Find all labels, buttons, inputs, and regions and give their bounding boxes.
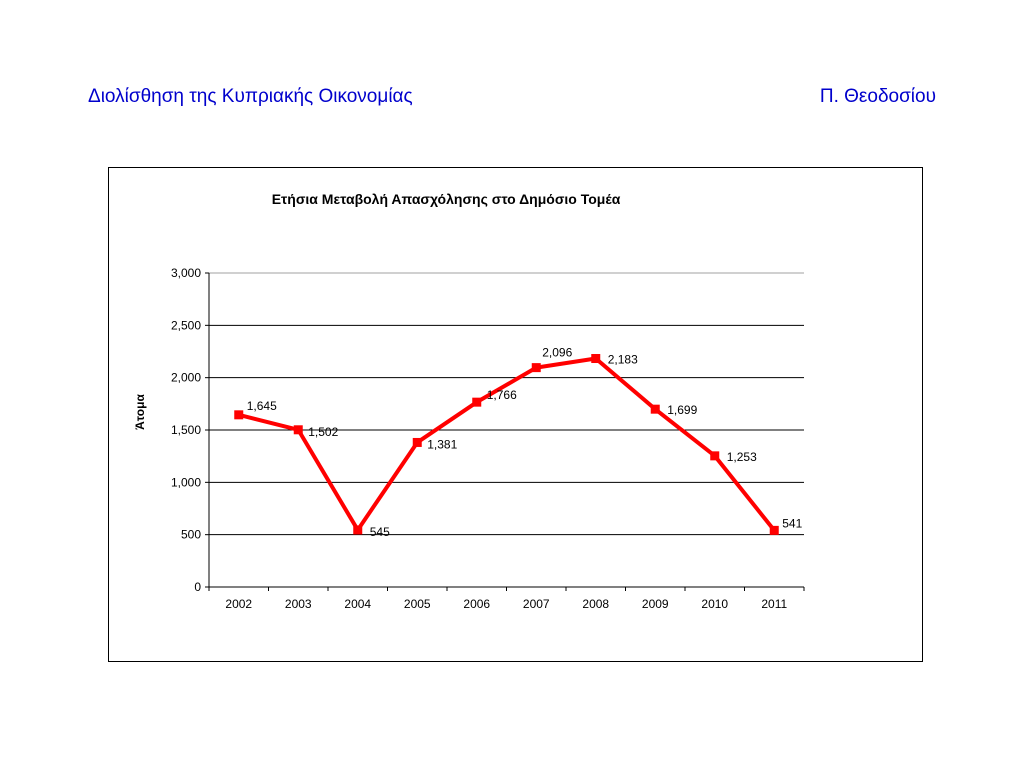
data-point — [472, 398, 481, 407]
data-point — [710, 451, 719, 460]
data-label: 1,253 — [726, 449, 757, 464]
x-tick-label: 2002 — [225, 597, 253, 611]
data-label: 1,502 — [308, 424, 339, 439]
data-point — [532, 363, 541, 372]
data-label: 1,645 — [246, 398, 277, 413]
data-label: 2,183 — [607, 352, 638, 367]
series-line — [239, 359, 775, 531]
data-point — [591, 354, 600, 363]
x-tick-label: 2008 — [582, 597, 610, 611]
y-tick-label: 1,500 — [170, 423, 201, 437]
y-tick-label: 500 — [180, 527, 201, 542]
x-tick-label: 2010 — [701, 597, 729, 611]
x-tick-label: 2004 — [344, 597, 372, 611]
x-tick-label: 2005 — [403, 597, 431, 611]
data-point — [294, 425, 303, 434]
data-point — [353, 525, 362, 534]
x-tick-label: 2007 — [522, 597, 550, 611]
data-point — [413, 438, 422, 447]
data-point — [234, 410, 243, 419]
chart-title: Ετήσια Μεταβολή Απασχόλησης στο Δημόσιο Τομέα — [271, 191, 621, 207]
y-tick-label: 2,000 — [170, 370, 201, 385]
y-tick-label: 3,000 — [170, 266, 201, 280]
x-tick-label: 2009 — [641, 597, 669, 611]
data-label: 1,699 — [667, 403, 698, 418]
data-point — [770, 526, 779, 535]
y-tick-label: 2,500 — [170, 318, 201, 333]
data-label: 1,766 — [486, 388, 517, 403]
x-tick-label: 2003 — [284, 597, 312, 611]
slide-title: Διολίσθηση της Κυπριακής Οικονομίας — [88, 86, 413, 107]
x-tick-label: 2011 — [761, 597, 788, 611]
slide-author: Π. Θεοδοσίου — [819, 86, 936, 107]
data-point — [651, 405, 660, 414]
y-tick-label: 1,000 — [170, 475, 201, 490]
y-tick-label: 0 — [194, 580, 201, 594]
y-axis-label: Άτομα — [133, 394, 147, 430]
data-label: 541 — [782, 516, 803, 531]
x-tick-label: 2006 — [463, 597, 491, 611]
data-label: 1,381 — [427, 437, 458, 452]
data-label: 545 — [369, 524, 390, 539]
data-label: 2,096 — [542, 345, 573, 360]
